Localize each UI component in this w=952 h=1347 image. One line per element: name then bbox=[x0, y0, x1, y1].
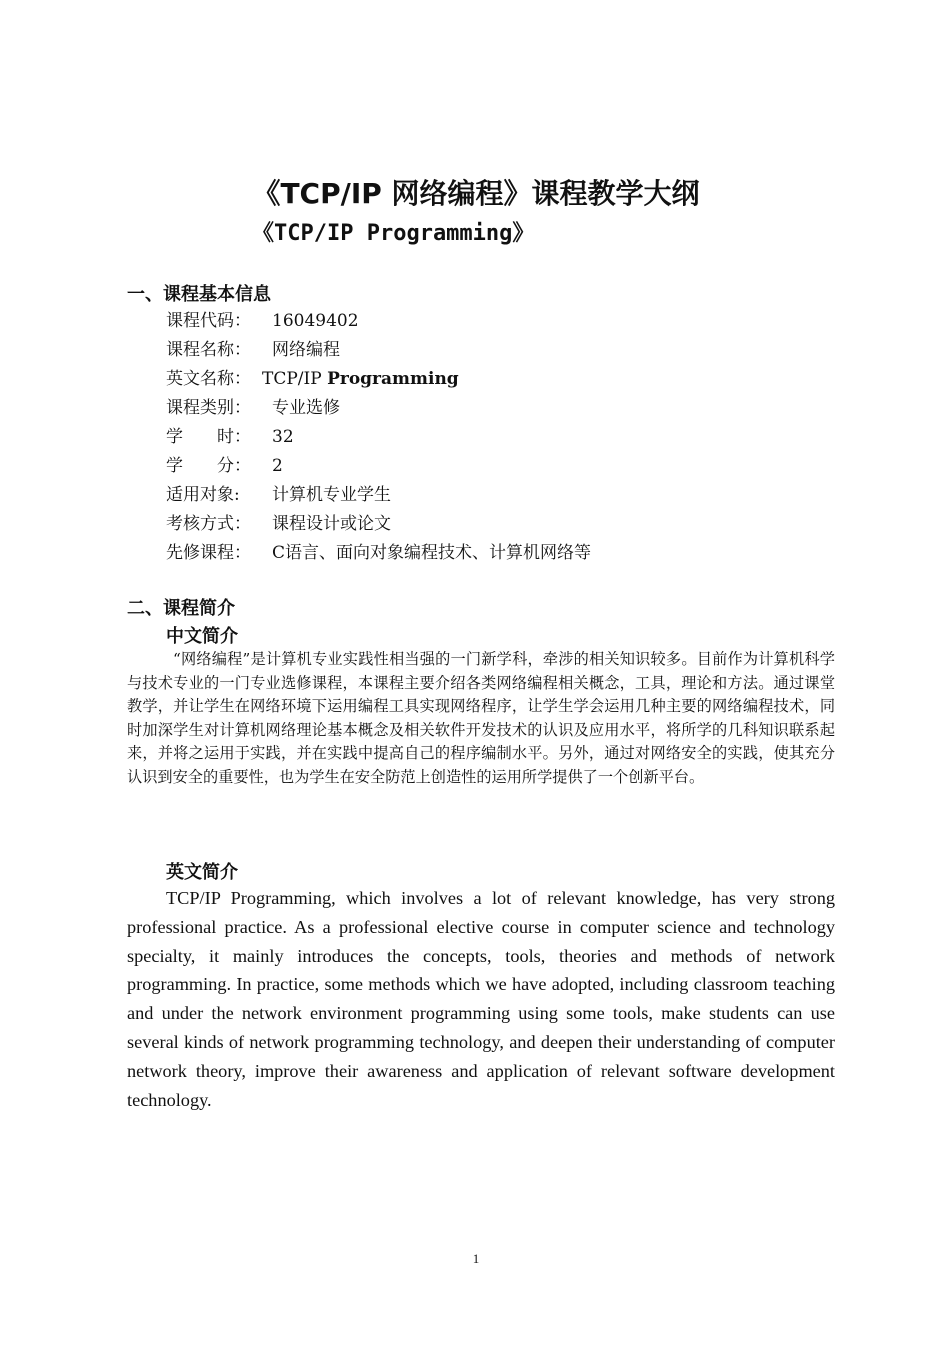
info-label: 英文名称： bbox=[166, 369, 251, 389]
document-title-en: 《TCP/IP Programming》 bbox=[252, 221, 535, 246]
section1-heading: 一、课程基本信息 bbox=[127, 284, 271, 305]
info-value: C语言、面向对象编程技术、计算机网络等 bbox=[272, 543, 592, 563]
info-row-code bbox=[166, 308, 591, 337]
info-label: 课程类别： bbox=[166, 398, 251, 418]
info-value: 计算机专业学生 bbox=[272, 485, 391, 505]
info-value: 32 bbox=[272, 427, 294, 447]
info-row-category bbox=[166, 395, 591, 424]
info-row-audience bbox=[166, 482, 591, 511]
info-value: 网络编程 bbox=[272, 340, 340, 360]
info-label: 学 分： bbox=[166, 456, 251, 476]
info-value: 专业选修 bbox=[272, 398, 340, 418]
info-value: TCP/IP bbox=[262, 369, 328, 389]
page-number: 1 bbox=[472, 1251, 480, 1266]
en-intro-text: TCP/IP Programming, which involves a lot of relevant knowledge, has very strong professional practice. As a professional elective course in computer science and technology specialty, it mainly introduces the concepts, tools, theories and methods of network programming. In practice, some methods which we have adopted, including classroom teaching and under the network environment programming using some tools, make students can use several kinds of network programming technology, and deepen their understanding of computer network theory, improve their awareness and application of relevant software development technology. bbox=[127, 888, 835, 1110]
section2-heading: 二、课程简介 bbox=[127, 598, 235, 619]
course-info-list bbox=[166, 308, 591, 569]
info-row-hours bbox=[166, 424, 591, 453]
info-value: 2 bbox=[272, 456, 283, 476]
zh-intro-text: “网络编程”是计算机专业实践性相当强的一门新学科，牵涉的相关知识较多。目前作为计算机科学与技术专业的一门专业选修课程，本课程主要介绍各类网络编程相关概念，工具，理论和方法。通过课堂教学，并让学生在网络环境下运用编程工具实现网络程序，让学生学会运用几种主要的网络编程技术，同时加深学生对计算机网络理论基本概念及相关软件开发技术的认识及应用水平，将所学的几科知识联系起来，并将之运用于实践，并在实践中提高自己的程序编制水平。另外，通过对网络安全的实践，使其充分认识到安全的重要性，也为学生在安全防范上创造性的运用所学提供了一个创新平台。 bbox=[127, 650, 835, 786]
info-label: 适用对象: bbox=[166, 485, 240, 505]
document-title-zh: 《TCP/IP 网络编程》课程教学大纲 bbox=[252, 177, 700, 210]
info-row-assessment bbox=[166, 511, 591, 540]
info-label: 考核方式： bbox=[166, 514, 251, 534]
info-label: 课程代码： bbox=[166, 311, 251, 331]
info-value: 课程设计或论文 bbox=[272, 514, 391, 534]
info-label: 先修课程： bbox=[166, 543, 251, 563]
zh-intro-heading: 中文简介 bbox=[166, 626, 238, 647]
info-label: 学 时： bbox=[166, 427, 251, 447]
info-row-credits bbox=[166, 453, 591, 482]
en-intro-heading: 英文简介 bbox=[166, 862, 238, 883]
info-row-name bbox=[166, 337, 591, 366]
info-row-english-name bbox=[166, 366, 591, 395]
info-row-prerequisites bbox=[166, 540, 591, 569]
info-value-bold: Programming bbox=[327, 369, 459, 389]
info-label: 课程名称： bbox=[166, 340, 251, 360]
info-value: 16049402 bbox=[272, 311, 359, 331]
